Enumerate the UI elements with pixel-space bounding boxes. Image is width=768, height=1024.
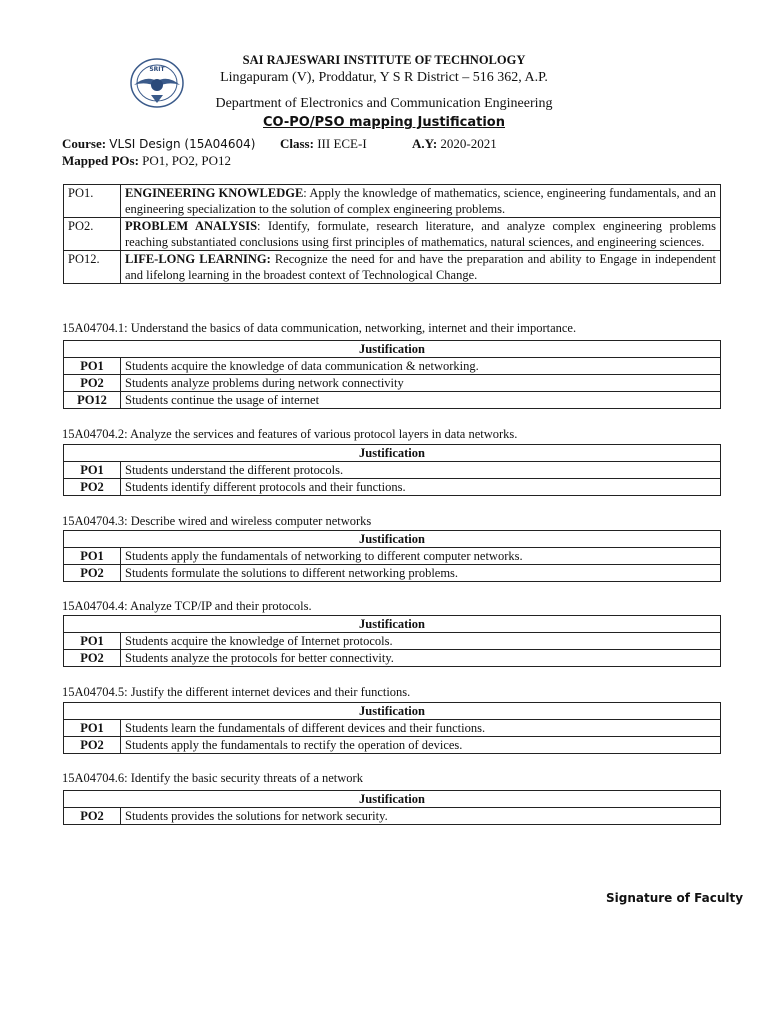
table-header-row [64,703,721,720]
justification-table [63,702,721,754]
po-cell: PO12 [64,392,121,409]
table-row [64,633,721,650]
table-row [64,251,721,284]
course-outcome-title: 15A04704.2: Analyze the services and features of various protocol layers in data networks. [62,427,518,441]
table-row [64,479,721,496]
po-cell: PO2 [64,650,121,667]
justification-cell: Students analyze problems during network connectivity [121,375,721,392]
course-value: VLSI Design (15A04604) [109,137,256,151]
po-id: PO12. [64,251,121,284]
justification-cell: Students learn the fundamentals of different devices and their functions. [121,720,721,737]
table-row [64,218,721,251]
justification-cell: Students formulate the solutions to different networking problems. [121,565,721,582]
course-outcome-title: 15A04704.3: Describe wired and wireless computer networks [62,514,372,528]
logo-text: SRIT [149,66,165,73]
table-row [64,375,721,392]
institute-address: Lingapuram (V), Proddatur, Y S R District – 516 362, A.P. [220,70,548,85]
mapped-label: Mapped POs: [62,153,139,168]
course-outcome-title: 15A04704.6: Identify the basic security threats of a network [62,771,363,785]
justification-cell: Students acquire the knowledge of data communication & networking. [121,358,721,375]
po-cell: PO1 [64,462,121,479]
po-name: PROBLEM ANALYSIS [125,219,258,233]
justification-cell: Students identify different protocols and their functions. [121,479,721,496]
table-row [64,720,721,737]
justification-table [63,444,721,496]
table-header-row [64,341,721,358]
ay-label: A.Y: [412,136,438,151]
mapped-pos-info [62,153,231,169]
po-cell: PO2 [64,565,121,582]
justification-header: Justification [64,445,721,462]
justification-cell: Students analyze the protocols for better connectivity. [121,650,721,667]
justification-header: Justification [64,531,721,548]
course-label: Course: [62,136,107,151]
justification-table [63,530,721,582]
ay-value: 2020-2021 [440,136,497,151]
po-sep: : [303,186,307,200]
po-description [121,185,721,218]
justification-cell: Students understand the different protocols. [121,462,721,479]
justification-cell: Students continue the usage of internet [121,392,721,409]
po-cell: PO1 [64,633,121,650]
justification-cell: Students apply the fundamentals of networking to different computer networks. [121,548,721,565]
po-description [121,218,721,251]
po-text: Recognize the need for and have the preparation and ability to Engage in independent and lifelong learning in the broadest context of Technological Change. [125,252,717,282]
faculty-signature-label: Signature of Faculty [606,891,744,905]
table-row [64,808,721,825]
table-row [64,462,721,479]
mapped-value: PO1, PO2, PO12 [142,153,232,168]
academic-year-info [412,136,497,152]
justification-header: Justification [64,791,721,808]
table-header-row [64,445,721,462]
po-name: LIFE-LONG LEARNING: [125,252,271,266]
po-cell: PO1 [64,548,121,565]
po-definitions-table [63,184,721,284]
po-id: PO1. [64,185,121,218]
po-description [121,251,721,284]
justification-header: Justification [64,616,721,633]
po-cell: PO2 [64,479,121,496]
course-info [62,136,255,152]
class-value: III ECE-I [317,136,367,151]
po-name: ENGINEERING KNOWLEDGE [125,186,304,200]
course-outcome-title: 15A04704.5: Justify the different internet devices and their functions. [62,685,411,699]
class-label: Class: [280,136,314,151]
po-cell: PO2 [64,737,121,754]
po-cell: PO1 [64,358,121,375]
table-row [64,392,721,409]
po-text: Identify, formulate, research literature, and analyze complex engineering problems reaching substantiated conclusions using first principles of mathematics, natural sciences, and engineering sciences. [125,219,716,249]
justification-table [63,340,721,409]
po-text: Apply the knowledge of mathematics, science, engineering fundamentals, and an engineering specialization to the solution of complex engineering problems. [125,186,717,216]
table-row [64,548,721,565]
justification-cell: Students provides the solutions for network security. [121,808,721,825]
table-header-row [64,531,721,548]
course-outcome-title: 15A04704.1: Understand the basics of data communication, networking, internet and their importance. [62,321,577,335]
department-name: Department of Electronics and Communication Engineering [215,96,553,111]
justification-header: Justification [64,703,721,720]
justification-header: Justification [64,341,721,358]
table-row [64,185,721,218]
po-cell: PO2 [64,808,121,825]
po-id: PO2. [64,218,121,251]
institute-name: SAI RAJESWARI INSTITUTE OF TECHNOLOGY [242,53,526,67]
justification-table [63,790,721,825]
po-sep: : [257,219,261,233]
justification-cell: Students acquire the knowledge of Internet protocols. [121,633,721,650]
document-title: CO-PO/PSO mapping Justification [263,115,505,130]
po-cell: PO1 [64,720,121,737]
class-info [280,136,367,152]
po-cell: PO2 [64,375,121,392]
table-header-row [64,791,721,808]
course-outcome-title: 15A04704.4: Analyze TCP/IP and their protocols. [62,599,312,613]
table-row [64,737,721,754]
justification-cell: Students apply the fundamentals to rectify the operation of devices. [121,737,721,754]
table-row [64,565,721,582]
table-header-row [64,616,721,633]
table-row [64,650,721,667]
justification-table [63,615,721,667]
table-row [64,358,721,375]
